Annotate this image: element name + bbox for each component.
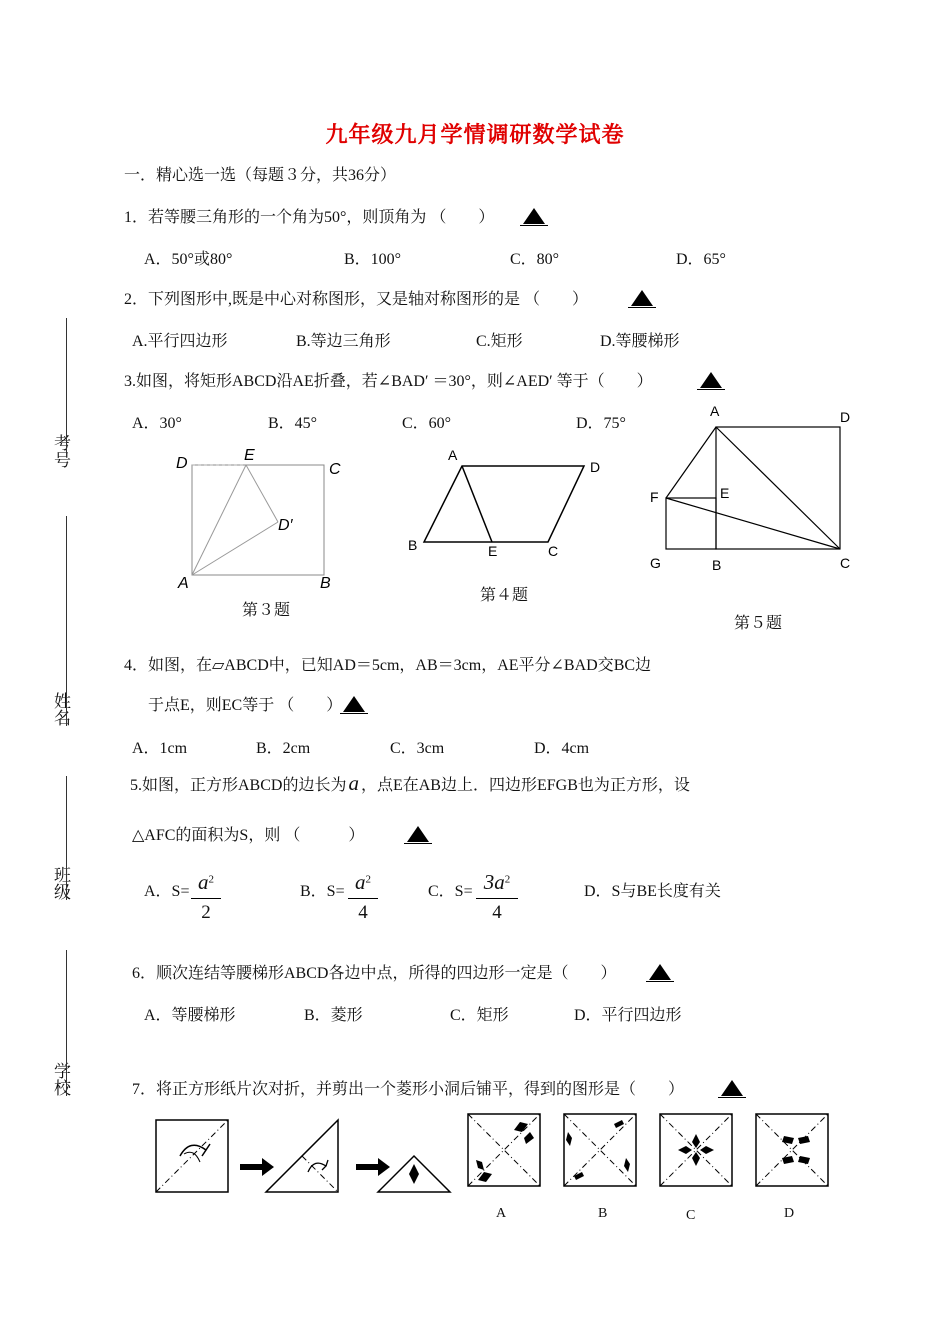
q2-stem-text: 2．下列图形中,既是中心对称图形，又是轴对称图形的是 （ ） xyxy=(124,291,589,308)
q7-stem xyxy=(132,1076,746,1099)
q3-option-b: B．45° xyxy=(268,415,318,432)
q7-choices xyxy=(464,1110,836,1196)
fig4-label-d: D xyxy=(590,459,601,475)
q4-option-d: D．4cm xyxy=(534,740,590,757)
q3-option-a: A．30° xyxy=(132,415,182,432)
section-heading: 一．精心选一选（每题３分，共36分） xyxy=(124,167,397,184)
q5-var-a: a xyxy=(348,771,359,795)
q6-option-b: B．菱形 xyxy=(304,1007,363,1024)
fold-step2-crease xyxy=(302,1156,338,1192)
q5-option-a-fraction xyxy=(191,870,221,924)
q1-option-a: A．50°或80° xyxy=(144,251,233,268)
q5-b-denominator: 4 xyxy=(358,902,368,923)
q4-option-c: C．3cm xyxy=(390,740,445,757)
q2-option-a: A.平行四边形 xyxy=(132,333,228,350)
fold-step1-diagonal xyxy=(156,1120,228,1192)
triangle-icon xyxy=(404,826,432,844)
triangle-icon xyxy=(628,290,656,308)
q4-stem-line2 xyxy=(148,692,368,715)
triangle-icon xyxy=(646,964,674,982)
triangle-icon xyxy=(697,372,725,390)
q7-choice-b-figure xyxy=(564,1114,636,1186)
q5-option-c-fraction xyxy=(476,870,518,924)
triangle-icon xyxy=(718,1080,746,1098)
q4-option-b: B．2cm xyxy=(256,740,311,757)
triangle-icon xyxy=(340,696,368,714)
fig4-label-c: C xyxy=(548,543,559,559)
q2-option-b: B.等边三角形 xyxy=(296,333,391,350)
name-line xyxy=(66,516,67,726)
fig5-label-b: B xyxy=(712,557,722,573)
segment-af xyxy=(666,427,716,498)
q4-stem-line1: 4．如图，在▱ABCD中，已知AD＝5cm，AB＝3cm，AE平分∠BAD交BC边 xyxy=(124,657,652,674)
q7-choice-a-figure xyxy=(468,1114,540,1186)
school-line xyxy=(66,950,67,1096)
parallelogram-abcd xyxy=(424,466,584,542)
q5-b-numerator: a xyxy=(355,870,366,894)
q5-stem-text-b: ，点E在AB边上．四边形EFGB也为正方形，设 xyxy=(360,777,690,794)
q5-a-exponent: 2 xyxy=(208,873,214,886)
fig3-label-d: D xyxy=(176,455,188,472)
q5-c-numerator: 3a xyxy=(483,870,505,894)
fig5-label-c: C xyxy=(840,555,851,571)
fig4-label-a: A xyxy=(448,447,458,463)
q3-stem-text: 3.如图，将矩形ABCD沿AE折叠，若∠BAD′ ＝30°，则∠AED′ 等于（ ） xyxy=(124,373,653,390)
q7-fold-process xyxy=(150,1110,470,1202)
fig3-label-e: E xyxy=(244,447,255,464)
fig3-caption: 第３题 xyxy=(242,602,291,619)
q3-option-c: C．60° xyxy=(402,415,452,432)
q5-stem-line2 xyxy=(132,822,432,845)
q5-option-a-prefix: A．S= xyxy=(144,883,190,900)
q5-option-b-fraction xyxy=(348,870,378,924)
school-label: 学校 xyxy=(50,1062,70,1096)
q1-option-d: D．65° xyxy=(676,251,726,268)
q6-stem-text: 6．顺次连结等腰梯形ABCD各边中点，所得的四边形一定是（ ） xyxy=(132,965,617,982)
q1-stem xyxy=(124,204,548,227)
arrow-right-icon xyxy=(356,1158,390,1176)
arrow-right-icon xyxy=(240,1158,274,1176)
q4-stem-text: 于点E，则EC等于 （ ） xyxy=(148,697,343,714)
rhombus-hole-icon xyxy=(409,1164,419,1184)
exam-number-line xyxy=(66,318,67,456)
name-label: 姓名 xyxy=(50,692,70,726)
triangle-icon xyxy=(520,208,548,226)
fig4-caption: 第４题 xyxy=(480,587,529,604)
q5-option-b-prefix: B．S= xyxy=(300,883,345,900)
figure-5 xyxy=(644,400,854,576)
q5-a-denominator: 2 xyxy=(201,902,211,923)
q7-choice-d-figure xyxy=(756,1114,828,1186)
q7-choice-c-figure xyxy=(660,1114,732,1186)
q5-c-denominator: 4 xyxy=(492,902,502,923)
fig4-label-e: E xyxy=(488,543,498,559)
exam-number-label: 考号 xyxy=(50,434,70,468)
q7-choice-d-label: D xyxy=(784,1206,795,1221)
q6-stem xyxy=(132,960,674,983)
fold-arrow-icon xyxy=(184,1152,200,1162)
figure-3 xyxy=(168,440,368,600)
q5-b-exponent: 2 xyxy=(365,873,371,886)
fig3-label-d-prime: D′ xyxy=(278,517,293,534)
q2-option-c: C.矩形 xyxy=(476,333,523,350)
q2-stem xyxy=(124,286,656,309)
q2-option-d: D.等腰梯形 xyxy=(600,333,680,350)
fig5-label-d: D xyxy=(840,409,851,425)
rect-abcd xyxy=(192,465,324,575)
segment-ae xyxy=(462,466,492,542)
q7-choice-a-label: A xyxy=(496,1206,507,1221)
fig5-caption: 第５题 xyxy=(734,615,783,632)
fig4-label-b: B xyxy=(408,537,418,553)
q6-option-d: D．平行四边形 xyxy=(574,1007,682,1024)
class-line xyxy=(66,776,67,900)
q5-a-numerator: a xyxy=(198,870,209,894)
q4-option-a: A．1cm xyxy=(132,740,188,757)
fold-arrow-icon xyxy=(308,1160,328,1172)
q5-option-c-prefix: C．S= xyxy=(428,883,473,900)
q1-stem-text: 1．若等腰三角形的一个角为50°，则顶角为 （ ） xyxy=(124,209,495,226)
fig5-label-e: E xyxy=(720,485,730,501)
fig3-label-c: C xyxy=(329,461,341,478)
q1-option-c: C．80° xyxy=(510,251,560,268)
q5-stem-text-a: 5.如图，正方形ABCD的边长为 xyxy=(130,777,347,794)
fig5-label-f: F xyxy=(650,489,659,505)
fig3-label-b: B xyxy=(320,575,331,592)
fig3-label-a: A xyxy=(178,575,189,592)
fig5-label-a: A xyxy=(710,403,720,419)
q7-choice-c-label: C xyxy=(686,1208,696,1223)
q6-option-c: C．矩形 xyxy=(450,1007,509,1024)
q5-option-d: D．S与BE长度有关 xyxy=(584,883,721,900)
class-label: 班级 xyxy=(50,866,70,900)
q6-option-a: A．等腰梯形 xyxy=(144,1007,236,1024)
q5-stem-text-c: △AFC的面积为S，则 （ ） xyxy=(132,827,365,844)
page-title: 九年级九月学情调研数学试卷 xyxy=(325,123,625,148)
fig5-label-g: G xyxy=(650,555,661,571)
q5-stem-line1 xyxy=(130,771,690,796)
q3-option-d: D．75° xyxy=(576,415,626,432)
segment-ed-prime xyxy=(246,465,278,522)
q7-stem-text: 7．将正方形纸片次对折，并剪出一个菱形小洞后铺平，得到的图形是（ ） xyxy=(132,1081,685,1098)
q5-c-exponent: 2 xyxy=(504,873,511,886)
q7-choice-b-label: B xyxy=(598,1206,608,1221)
figure-4 xyxy=(402,442,612,562)
q3-stem xyxy=(124,368,725,391)
q1-option-b: B．100° xyxy=(344,251,402,268)
